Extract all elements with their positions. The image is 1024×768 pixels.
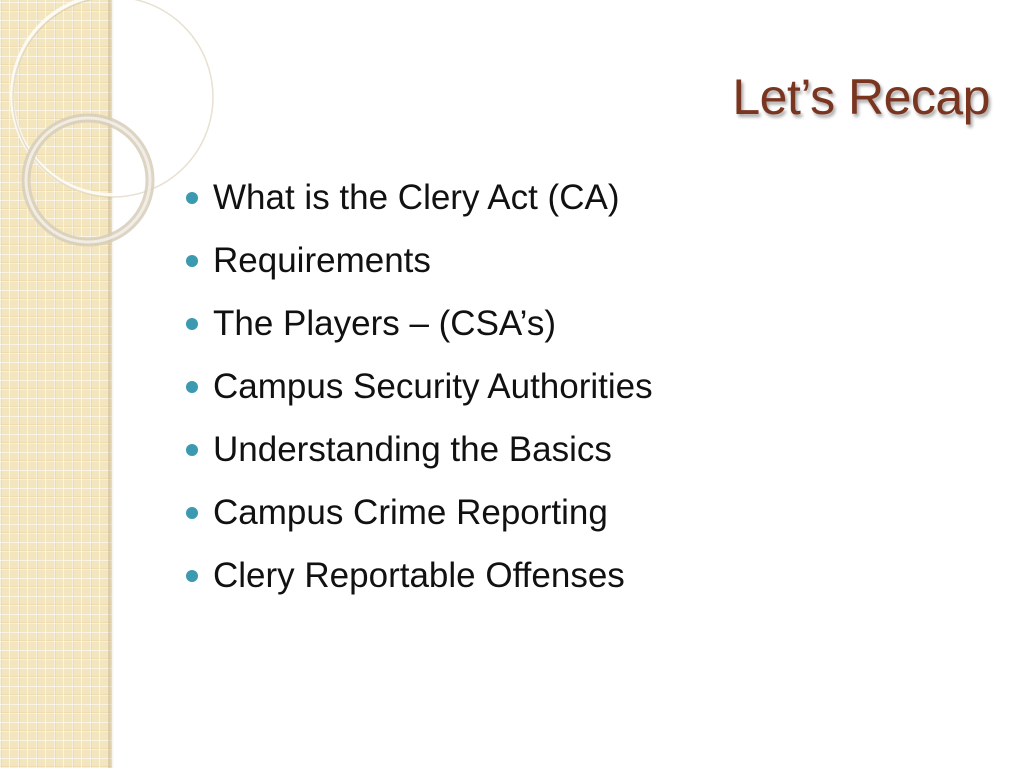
bullet-text: Requirements	[213, 241, 431, 280]
bullet-item	[186, 233, 653, 296]
bullet-marker-icon	[186, 192, 198, 204]
bullet-marker-icon	[186, 318, 198, 330]
bullet-text: The Players – (CSA’s)	[213, 304, 556, 343]
bullet-text: Understanding the Basics	[213, 430, 612, 469]
bullet-marker-icon	[186, 570, 198, 582]
bullet-item	[186, 296, 653, 359]
bullet-item	[186, 548, 653, 611]
bullet-marker-icon	[186, 255, 198, 267]
lower-ring-highlight	[26, 118, 150, 242]
decorative-rings	[0, 0, 200, 260]
bullet-marker-icon	[186, 381, 198, 393]
bullet-marker-icon	[186, 507, 198, 519]
bullet-text: What is the Clery Act (CA)	[213, 178, 620, 217]
bullet-item	[186, 359, 653, 422]
bullet-text: Campus Crime Reporting	[213, 493, 608, 532]
upper-ring	[12, 0, 212, 195]
slide-title: Let’s Recap	[732, 69, 990, 125]
bullet-item	[186, 422, 653, 485]
bullet-text: Clery Reportable Offenses	[213, 556, 625, 595]
bullet-item	[186, 170, 653, 233]
bullet-text: Campus Security Authorities	[213, 367, 653, 406]
bullet-list	[186, 170, 653, 611]
upper-ring-shadow	[13, 0, 213, 197]
bullet-marker-icon	[186, 444, 198, 456]
bullet-item	[186, 485, 653, 548]
